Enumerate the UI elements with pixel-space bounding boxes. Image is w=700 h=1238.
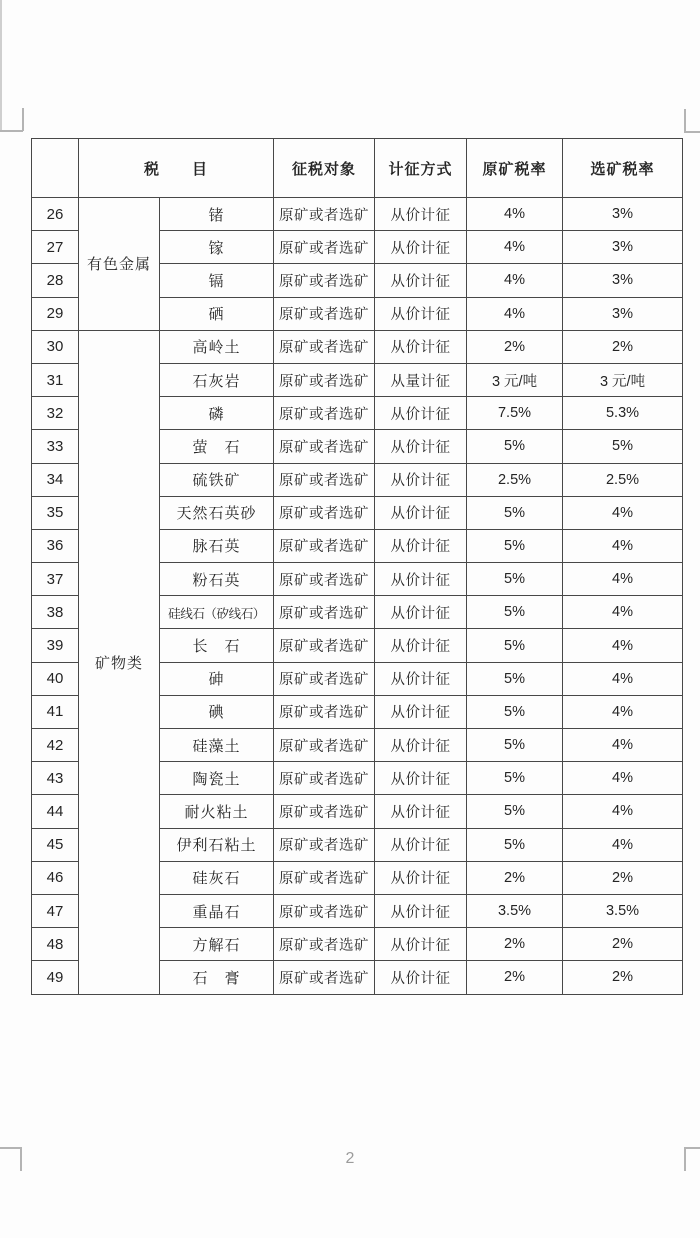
mineral-name-cell: 砷 [160, 662, 274, 695]
row-number-cell: 44 [32, 795, 79, 828]
beneficiated-rate-cell: 4% [563, 828, 683, 861]
raw-ore-rate-cell: 5% [467, 828, 563, 861]
row-number-cell: 37 [32, 563, 79, 596]
tax-object-cell: 原矿或者选矿 [274, 198, 375, 231]
tax-object-cell: 原矿或者选矿 [274, 861, 375, 894]
levy-method-cell: 从价计征 [375, 496, 467, 529]
tax-object-cell: 原矿或者选矿 [274, 330, 375, 363]
category-cell: 有色金属 [79, 198, 160, 331]
tax-object-cell: 原矿或者选矿 [274, 496, 375, 529]
table-header [32, 139, 683, 198]
mineral-name-cell: 石灰岩 [160, 363, 274, 396]
text-boundary-mark-bottom-left [0, 1147, 21, 1149]
row-number-cell: 48 [32, 928, 79, 961]
beneficiated-ore-rate-header: 选矿税率 [563, 139, 683, 198]
levy-method-cell: 从价计征 [375, 430, 467, 463]
table-body [32, 198, 683, 995]
mineral-name-cell: 脉石英 [160, 529, 274, 562]
beneficiated-rate-cell: 3% [563, 264, 683, 297]
raw-ore-rate-cell: 4% [467, 198, 563, 231]
tax-item-header: 税 目 [79, 139, 274, 198]
levy-method-cell: 从价计征 [375, 264, 467, 297]
raw-ore-rate-cell: 5% [467, 596, 563, 629]
levy-method-cell: 从价计征 [375, 928, 467, 961]
mineral-name-cell: 石 膏 [160, 961, 274, 994]
tax-object-cell: 原矿或者选矿 [274, 596, 375, 629]
row-number-cell: 26 [32, 198, 79, 231]
mineral-name-cell: 重晶石 [160, 894, 274, 927]
levy-method-cell: 从价计征 [375, 198, 467, 231]
row-number-cell: 41 [32, 695, 79, 728]
mineral-name-cell: 硫铁矿 [160, 463, 274, 496]
header-row [32, 139, 683, 198]
row-number-cell: 33 [32, 430, 79, 463]
raw-ore-rate-cell: 5% [467, 729, 563, 762]
raw-ore-rate-cell: 2% [467, 861, 563, 894]
tax-object-cell: 原矿或者选矿 [274, 629, 375, 662]
beneficiated-rate-cell: 5.3% [563, 397, 683, 430]
row-number-cell: 45 [32, 828, 79, 861]
beneficiated-rate-cell: 3 元/吨 [563, 363, 683, 396]
beneficiated-rate-cell: 4% [563, 695, 683, 728]
table-row [32, 198, 683, 231]
page-number: 2 [345, 1150, 355, 1167]
tax-object-cell: 原矿或者选矿 [274, 463, 375, 496]
raw-ore-rate-cell: 5% [467, 629, 563, 662]
levy-method-cell: 从价计征 [375, 629, 467, 662]
raw-ore-rate-cell: 2.5% [467, 463, 563, 496]
row-number-cell: 43 [32, 762, 79, 795]
tax-object-cell: 原矿或者选矿 [274, 695, 375, 728]
levy-method-cell: 从价计征 [375, 397, 467, 430]
beneficiated-rate-cell: 3.5% [563, 894, 683, 927]
tax-object-header: 征税对象 [274, 139, 375, 198]
table-row [32, 330, 683, 363]
beneficiated-rate-cell: 2% [563, 861, 683, 894]
page-edge-line [0, 0, 2, 131]
levy-method-cell: 从价计征 [375, 463, 467, 496]
resource-tax-rate-table [31, 138, 683, 995]
beneficiated-rate-cell: 5% [563, 430, 683, 463]
raw-ore-rate-header: 原矿税率 [467, 139, 563, 198]
row-number-cell: 35 [32, 496, 79, 529]
beneficiated-rate-cell: 3% [563, 198, 683, 231]
raw-ore-rate-cell: 4% [467, 264, 563, 297]
tax-object-cell: 原矿或者选矿 [274, 729, 375, 762]
mineral-name-cell: 磷 [160, 397, 274, 430]
row-number-cell: 40 [32, 662, 79, 695]
raw-ore-rate-cell: 2% [467, 928, 563, 961]
row-number-cell: 27 [32, 231, 79, 264]
tax-object-cell: 原矿或者选矿 [274, 828, 375, 861]
tax-object-cell: 原矿或者选矿 [274, 264, 375, 297]
mineral-name-cell: 陶瓷土 [160, 762, 274, 795]
tax-object-cell: 原矿或者选矿 [274, 894, 375, 927]
beneficiated-rate-cell: 2.5% [563, 463, 683, 496]
levy-method-cell: 从价计征 [375, 762, 467, 795]
beneficiated-rate-cell: 4% [563, 596, 683, 629]
levy-method-cell: 从价计征 [375, 828, 467, 861]
mineral-name-cell: 碘 [160, 695, 274, 728]
tax-object-cell: 原矿或者选矿 [274, 297, 375, 330]
beneficiated-rate-cell: 4% [563, 762, 683, 795]
raw-ore-rate-cell: 5% [467, 662, 563, 695]
mineral-name-cell: 硅灰石 [160, 861, 274, 894]
levy-method-cell: 从价计征 [375, 529, 467, 562]
tax-object-cell: 原矿或者选矿 [274, 662, 375, 695]
beneficiated-rate-cell: 3% [563, 231, 683, 264]
mineral-name-cell: 耐火粘土 [160, 795, 274, 828]
beneficiated-rate-cell: 2% [563, 961, 683, 994]
beneficiated-rate-cell: 4% [563, 629, 683, 662]
beneficiated-rate-cell: 2% [563, 330, 683, 363]
raw-ore-rate-cell: 5% [467, 430, 563, 463]
text-boundary-mark-top-right [684, 131, 700, 133]
corner-header-cell [32, 139, 79, 198]
mineral-name-cell: 萤 石 [160, 430, 274, 463]
beneficiated-rate-cell: 4% [563, 563, 683, 596]
mineral-name-cell: 镉 [160, 264, 274, 297]
raw-ore-rate-cell: 5% [467, 496, 563, 529]
beneficiated-rate-cell: 4% [563, 795, 683, 828]
raw-ore-rate-cell: 4% [467, 231, 563, 264]
row-number-cell: 39 [32, 629, 79, 662]
raw-ore-rate-cell: 5% [467, 795, 563, 828]
levy-method-cell: 从价计征 [375, 795, 467, 828]
beneficiated-rate-cell: 3% [563, 297, 683, 330]
beneficiated-rate-cell: 4% [563, 662, 683, 695]
levy-method-cell: 从价计征 [375, 894, 467, 927]
raw-ore-rate-cell: 5% [467, 762, 563, 795]
levy-method-cell: 从价计征 [375, 231, 467, 264]
row-number-cell: 42 [32, 729, 79, 762]
levy-method-cell: 从价计征 [375, 563, 467, 596]
text-boundary-mark-top-left [22, 108, 24, 131]
text-boundary-mark-top-left [0, 130, 23, 132]
mineral-name-cell: 锗 [160, 198, 274, 231]
mineral-name-cell: 高岭土 [160, 330, 274, 363]
mineral-name-cell: 方解石 [160, 928, 274, 961]
levy-method-cell: 从价计征 [375, 297, 467, 330]
row-number-cell: 36 [32, 529, 79, 562]
raw-ore-rate-cell: 5% [467, 695, 563, 728]
mineral-name-cell: 硅藻土 [160, 729, 274, 762]
levy-method-header: 计征方式 [375, 139, 467, 198]
tax-object-cell: 原矿或者选矿 [274, 795, 375, 828]
mineral-name-cell: 硅线石（矽线石） [160, 596, 274, 629]
mineral-name-cell: 硒 [160, 297, 274, 330]
levy-method-cell: 从价计征 [375, 330, 467, 363]
raw-ore-rate-cell: 3 元/吨 [467, 363, 563, 396]
levy-method-cell: 从量计征 [375, 363, 467, 396]
levy-method-cell: 从价计征 [375, 961, 467, 994]
beneficiated-rate-cell: 4% [563, 496, 683, 529]
tax-object-cell: 原矿或者选矿 [274, 928, 375, 961]
text-boundary-mark-bottom-right [684, 1147, 700, 1149]
raw-ore-rate-cell: 4% [467, 297, 563, 330]
text-boundary-mark-top-right [684, 109, 686, 132]
row-number-cell: 47 [32, 894, 79, 927]
levy-method-cell: 从价计征 [375, 861, 467, 894]
raw-ore-rate-cell: 7.5% [467, 397, 563, 430]
row-number-cell: 31 [32, 363, 79, 396]
row-number-cell: 32 [32, 397, 79, 430]
levy-method-cell: 从价计征 [375, 729, 467, 762]
raw-ore-rate-cell: 2% [467, 330, 563, 363]
tax-object-cell: 原矿或者选矿 [274, 762, 375, 795]
levy-method-cell: 从价计征 [375, 695, 467, 728]
beneficiated-rate-cell: 4% [563, 529, 683, 562]
mineral-name-cell: 伊利石粘土 [160, 828, 274, 861]
row-number-cell: 49 [32, 961, 79, 994]
mineral-name-cell: 粉石英 [160, 563, 274, 596]
row-number-cell: 34 [32, 463, 79, 496]
levy-method-cell: 从价计征 [375, 662, 467, 695]
tax-object-cell: 原矿或者选矿 [274, 961, 375, 994]
row-number-cell: 28 [32, 264, 79, 297]
raw-ore-rate-cell: 5% [467, 563, 563, 596]
mineral-name-cell: 天然石英砂 [160, 496, 274, 529]
tax-object-cell: 原矿或者选矿 [274, 563, 375, 596]
row-number-cell: 29 [32, 297, 79, 330]
beneficiated-rate-cell: 4% [563, 729, 683, 762]
tax-object-cell: 原矿或者选矿 [274, 430, 375, 463]
mineral-name-cell: 镓 [160, 231, 274, 264]
mineral-name-cell: 长 石 [160, 629, 274, 662]
row-number-cell: 46 [32, 861, 79, 894]
tax-object-cell: 原矿或者选矿 [274, 397, 375, 430]
tax-object-cell: 原矿或者选矿 [274, 529, 375, 562]
row-number-cell: 38 [32, 596, 79, 629]
category-cell: 矿物类 [79, 330, 160, 994]
tax-object-cell: 原矿或者选矿 [274, 231, 375, 264]
row-number-cell: 30 [32, 330, 79, 363]
tax-object-cell: 原矿或者选矿 [274, 363, 375, 396]
beneficiated-rate-cell: 2% [563, 928, 683, 961]
raw-ore-rate-cell: 5% [467, 529, 563, 562]
raw-ore-rate-cell: 2% [467, 961, 563, 994]
levy-method-cell: 从价计征 [375, 596, 467, 629]
raw-ore-rate-cell: 3.5% [467, 894, 563, 927]
